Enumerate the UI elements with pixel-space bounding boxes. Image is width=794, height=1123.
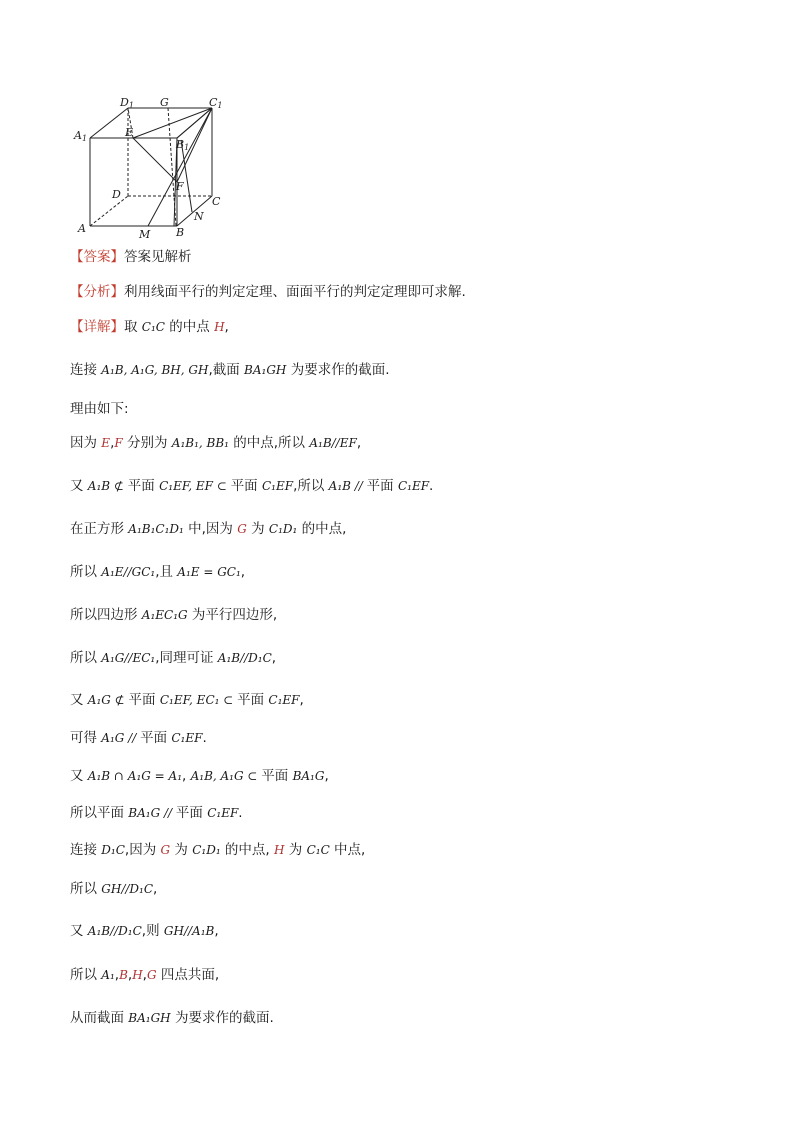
text-segment: , [356,435,362,451]
text-segment: , [224,319,229,335]
text-line [70,922,219,940]
label-E: E [125,126,134,139]
text-line [70,880,157,898]
text-line [70,606,277,624]
text-line [70,434,361,452]
text-segment: A₁B ⊄ [87,479,128,493]
text-segment: ,截面 [208,362,245,378]
text-segment: A₁G//EC₁ [101,651,156,665]
text-segment: A₁B, A₁G, BH, GH [101,363,209,377]
text-segment: 中,因为 [183,521,238,537]
text-segment: , [142,967,147,983]
text-segment: . [429,478,434,494]
label-F: F [176,180,184,193]
text-segment: H [132,968,143,982]
cube-figure [70,92,230,242]
text-segment: A₁B//EF [309,436,357,450]
text-segment: 为 [246,521,269,537]
text-segment: 为要求作的截面. [286,362,390,378]
text-segment: C₁EF, EF ⊂ [159,479,231,493]
text-line [70,400,129,418]
text-segment: GH//A₁B [163,924,215,938]
text-line [70,361,390,379]
text-segment: G [237,522,247,536]
text-line [70,248,192,266]
text-segment: C₁EF [171,731,203,745]
text-segment: , [114,967,120,983]
text-segment: 连接 [70,842,102,858]
label-A: A [78,222,86,235]
text-segment: 在正方形 [70,521,129,537]
text-segment: , [182,768,191,784]
text-segment: 连接 [70,362,102,378]
text-segment: . [238,805,243,821]
text-segment: , [153,881,158,897]
text-segment: F [114,436,123,450]
label-B1: B1 [176,138,190,152]
label-G: G [160,96,169,109]
text-segment: 所以 [70,650,102,666]
text-line [70,318,229,336]
text-segment: 所以 [70,881,102,897]
text-segment: , [299,692,304,708]
text-segment: 为 [284,842,307,858]
text-segment: 又 [70,923,88,939]
text-segment: , [127,967,133,983]
text-segment: A₁B//D₁C [217,651,272,665]
text-segment: C₁D₁ [192,843,221,857]
text-segment: 为平行四边形, [187,607,278,623]
text-segment: D₁C [101,843,125,857]
label-C: C [212,195,221,208]
text-segment: 中点, [329,842,366,858]
text-segment: 因为 [70,435,102,451]
text-segment: 的中点,所以 [228,435,310,451]
text-line [70,1009,274,1027]
text-segment: 【分析】 [70,284,124,300]
text-segment: A₁B₁, BB₁ [171,436,229,450]
label-C1: C1 [209,96,223,110]
text-segment: 所以 [70,967,102,983]
text-segment: 从而截面 [70,1010,129,1026]
label-B: B [176,226,185,239]
text-segment: 所以平面 [70,805,129,821]
text-segment: BA₁GH [128,1011,171,1025]
text-segment: 平面 [127,478,160,494]
label-D1: D1 [120,96,134,110]
label-D: D [112,188,121,201]
text-line [70,841,365,859]
text-segment: ,且 [155,564,178,580]
text-segment: 又 [70,478,88,494]
text-segment: BA₁GH [244,363,287,377]
text-segment: C₁EF [207,806,239,820]
text-segment: A₁E//GC₁ [101,565,156,579]
text-segment: . [202,730,207,746]
text-segment: 的中点 [164,319,215,335]
text-segment: ,因为 [124,842,161,858]
text-segment: 四点共面, [156,967,220,983]
text-line [70,966,219,984]
text-segment: C₁EF [397,479,430,493]
text-segment: ,所以 [293,478,329,494]
text-segment: , [214,923,219,939]
text-line [70,283,466,301]
text-segment: 又 [70,692,88,708]
text-segment: C₁D₁ [268,522,298,536]
text-segment: G [160,843,171,857]
text-segment: 的中点, [297,521,347,537]
text-segment: H [214,320,225,334]
cube-diagram [70,92,230,242]
text-segment: 平面 [230,478,262,494]
label-M: M [139,228,151,241]
text-segment: 分别为 [122,435,172,451]
text-segment: ,则 [141,923,164,939]
text-segment: 平面 [175,805,208,821]
text-segment: A₁B ∩ A₁G = A₁ [87,769,182,783]
text-segment: E [101,436,111,450]
text-segment: A₁B // [328,479,367,493]
text-line [70,804,243,822]
text-segment: GH//D₁C [101,882,154,896]
text-segment: 答案见解析 [124,249,192,265]
text-line [70,691,304,709]
text-segment: 平面 [140,730,172,746]
text-line [70,477,433,495]
text-segment: , [240,564,246,580]
text-segment: C₁EF [268,693,300,707]
text-segment: 利用线面平行的判定定理、面面平行的判定定理即可求解. [124,284,466,300]
text-segment: 所以 [70,564,102,580]
label-N: N [194,210,204,223]
text-segment: 可得 [70,730,102,746]
text-line [70,767,329,785]
text-segment: G [146,968,157,982]
text-segment: C₁C [306,843,330,857]
text-segment: , [324,768,329,784]
text-line [70,563,245,581]
text-line [70,649,276,667]
text-segment: A₁E = GC₁ [177,565,241,579]
text-line [70,520,346,538]
text-segment: A₁EC₁G [141,608,188,622]
text-segment: BA₁G [292,769,325,783]
text-segment: 平面 [237,692,269,708]
text-segment: A₁B₁C₁D₁ [128,522,184,536]
text-segment: A₁B, A₁G ⊂ [190,769,262,783]
text-segment: BA₁G // [128,806,176,820]
text-segment: A₁B//D₁C [87,924,142,938]
text-segment: H [274,843,285,857]
text-segment: , [271,650,277,666]
label-A1: A1 [74,129,88,143]
text-segment: 理由如下: [70,401,129,417]
text-segment: A₁G // [101,731,141,745]
text-segment: 的中点, [220,842,275,858]
text-segment: C₁EF [261,479,294,493]
text-segment: A₁G ⊄ [87,693,129,707]
text-segment: 所以四边形 [70,607,142,623]
text-segment: 平面 [366,478,398,494]
text-segment: , [110,435,115,451]
text-segment: 【答案】 [70,249,124,265]
text-segment: ,同理可证 [155,650,218,666]
text-segment: 平面 [261,768,293,784]
text-line [70,729,207,747]
text-segment: 【详解】 [70,319,124,335]
text-segment: B [119,968,128,982]
text-segment: C₁EF, EC₁ ⊂ [159,693,238,707]
text-segment: 又 [70,768,88,784]
text-segment: 为 [170,842,193,858]
text-segment: A₁ [101,968,115,982]
text-segment: 为要求作的截面. [170,1010,274,1026]
text-segment: C₁C [141,320,165,334]
text-segment: 平面 [128,692,160,708]
text-segment: 取 [124,319,142,335]
